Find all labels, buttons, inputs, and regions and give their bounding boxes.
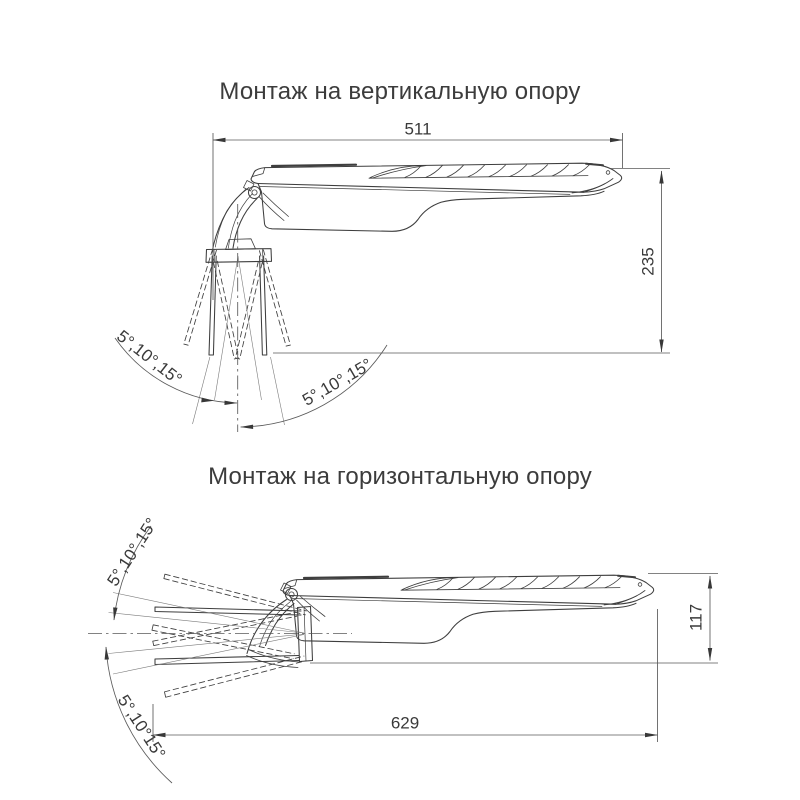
lamp-side-view (251, 163, 622, 231)
vertical-mount-title: Монтаж на вертикальную опору (219, 78, 581, 105)
pole-horizontal-tilted-down (153, 608, 308, 697)
dimension-width-511 (213, 120, 623, 301)
tilt-arc-arrow-icon (201, 398, 214, 403)
mounting-bracket (206, 181, 289, 263)
tilt-angles-label-left: 5°,10°,15° (113, 326, 186, 389)
horizontal-mount-drawing (88, 514, 718, 783)
horizontal-mount-title: Монтаж на горизонтальную опору (208, 463, 592, 490)
dimension-height-235 (273, 169, 670, 354)
dimension-height-117 (310, 574, 718, 664)
pole-vertical-tilted-left (184, 248, 265, 359)
pivot-axis-icon (249, 187, 261, 199)
dim-height-value: 235 (638, 247, 658, 276)
pole-vertical-tilted-right (210, 249, 290, 359)
dim-length-value: 629 (390, 713, 420, 733)
vertical-mount-drawing (113, 120, 670, 433)
tilt-angles-label-top: 5°,10°,15° (103, 514, 162, 590)
tilt-angles-label-bottom: 5°,10°15° (113, 691, 170, 763)
dim-width-value: 511 (404, 119, 432, 139)
dim-height-value: 117 (686, 603, 706, 632)
tilt-angles-label-right: 5°,10°,15° (299, 354, 376, 410)
